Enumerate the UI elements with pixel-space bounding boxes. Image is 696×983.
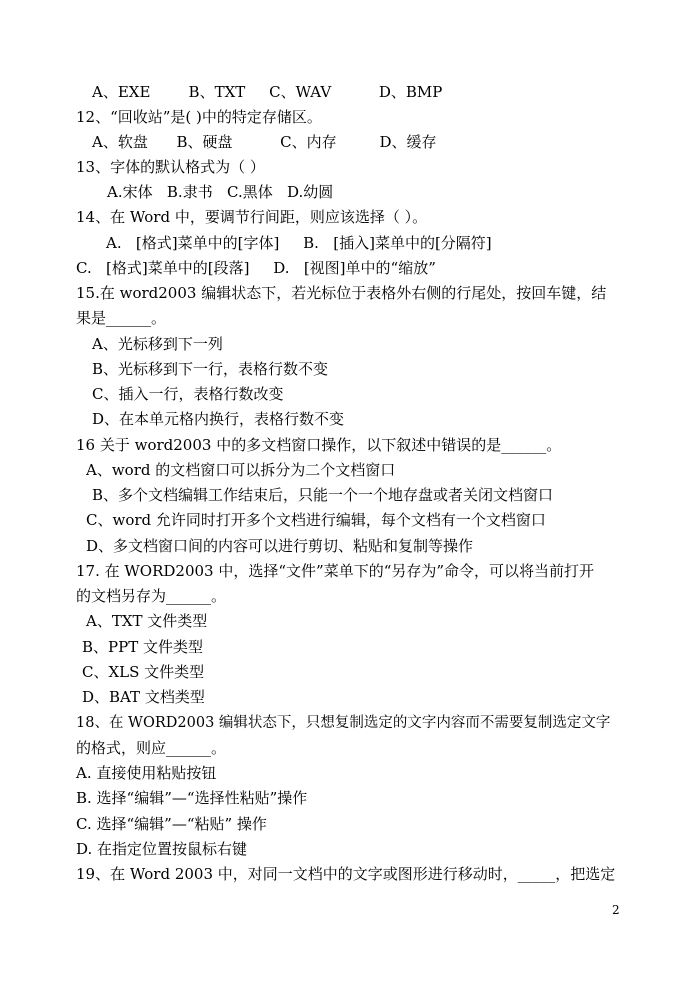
q17-option-a: A、TXT 文件类型: [86, 612, 208, 630]
q12-question: 12、“回收站”是( )中的特定存储区。: [76, 108, 322, 126]
q15-option-b: B、光标移到下一行，表格行数不变: [92, 360, 329, 378]
q18-question-line1: 18、在 WORD2003 编辑状态下，只想复制选定的文字内容而不需要复制选定文字: [76, 715, 611, 731]
q14-options-ab: A. [格式]菜单中的[字体] B. [插入]菜单中的[分隔符]: [106, 234, 492, 252]
q11-options: A、EXE B、TXT C、WAV D、BMP: [92, 83, 443, 101]
q14-question: 14、在 Word 中，要调节行间距，则应该选择（ ）。: [76, 208, 428, 226]
q18-question-line2: 的格式，则应______。: [76, 739, 227, 757]
q16-question: 16 关于 word2003 中的多文档窗口操作，以下叙述中错误的是______。: [76, 436, 562, 454]
q17-option-c: C、XLS 文件类型: [82, 663, 205, 681]
q15-question-line2: 果是______。: [76, 309, 167, 327]
q17-question-line1: 17. 在 WORD2003 中，选择“文件”菜单下的“另存为”命令，可以将当前打开: [76, 562, 595, 580]
q17-option-b: B、PPT 文件类型: [82, 638, 203, 656]
q13-options: A.宋体 B.隶书 C.黑体 D.幼圆: [107, 183, 334, 201]
q16-option-a: A、word 的文档窗口可以拆分为二个文档窗口: [86, 461, 396, 479]
q16-option-c: C、word 允许同时打开多个文档进行编辑，每个文档有一个文档窗口: [86, 511, 546, 529]
q17-option-d: D、BAT 文档类型: [82, 688, 205, 706]
page-number: 2: [612, 903, 620, 917]
q15-question-line1: 15.在 word2003 编辑状态下，若光标位于表格外右侧的行尾处，按回车键，结: [76, 284, 607, 302]
q14-options-cd: C. [格式]菜单中的[段落] D. [视图]单中的“缩放”: [76, 259, 436, 277]
q16-option-b: B、多个文档编辑工作结束后，只能一个一个地存盘或者关闭文档窗口: [92, 486, 554, 504]
q17-question-line2: 的文档另存为______。: [76, 587, 227, 605]
q18-option-a: A. 直接使用粘贴按钮: [76, 764, 217, 782]
q15-option-d: D、在本单元格内换行，表格行数不变: [92, 410, 345, 428]
q18-option-d: D. 在指定位置按鼠标右键: [76, 840, 248, 858]
q18-option-c: C. 选择“编辑”—“粘贴” 操作: [76, 815, 267, 833]
q16-option-d: D、多文档窗口间的内容可以进行剪切、粘贴和复制等操作: [86, 537, 474, 555]
q15-option-a: A、光标移到下一列: [92, 335, 223, 353]
q19-question: 19、在 Word 2003 中，对同一文档中的文字或图形进行移动时，_____，把选定: [76, 865, 616, 883]
q12-options: A、软盘 B、硬盘 C、内存 D、缓存: [92, 133, 437, 151]
q15-option-c: C、插入一行，表格行数改变: [92, 385, 284, 403]
q13-question: 13、字体的默认格式为（ ）: [76, 158, 265, 176]
q18-option-b: B. 选择“编辑”—“选择性粘贴”操作: [76, 789, 308, 807]
